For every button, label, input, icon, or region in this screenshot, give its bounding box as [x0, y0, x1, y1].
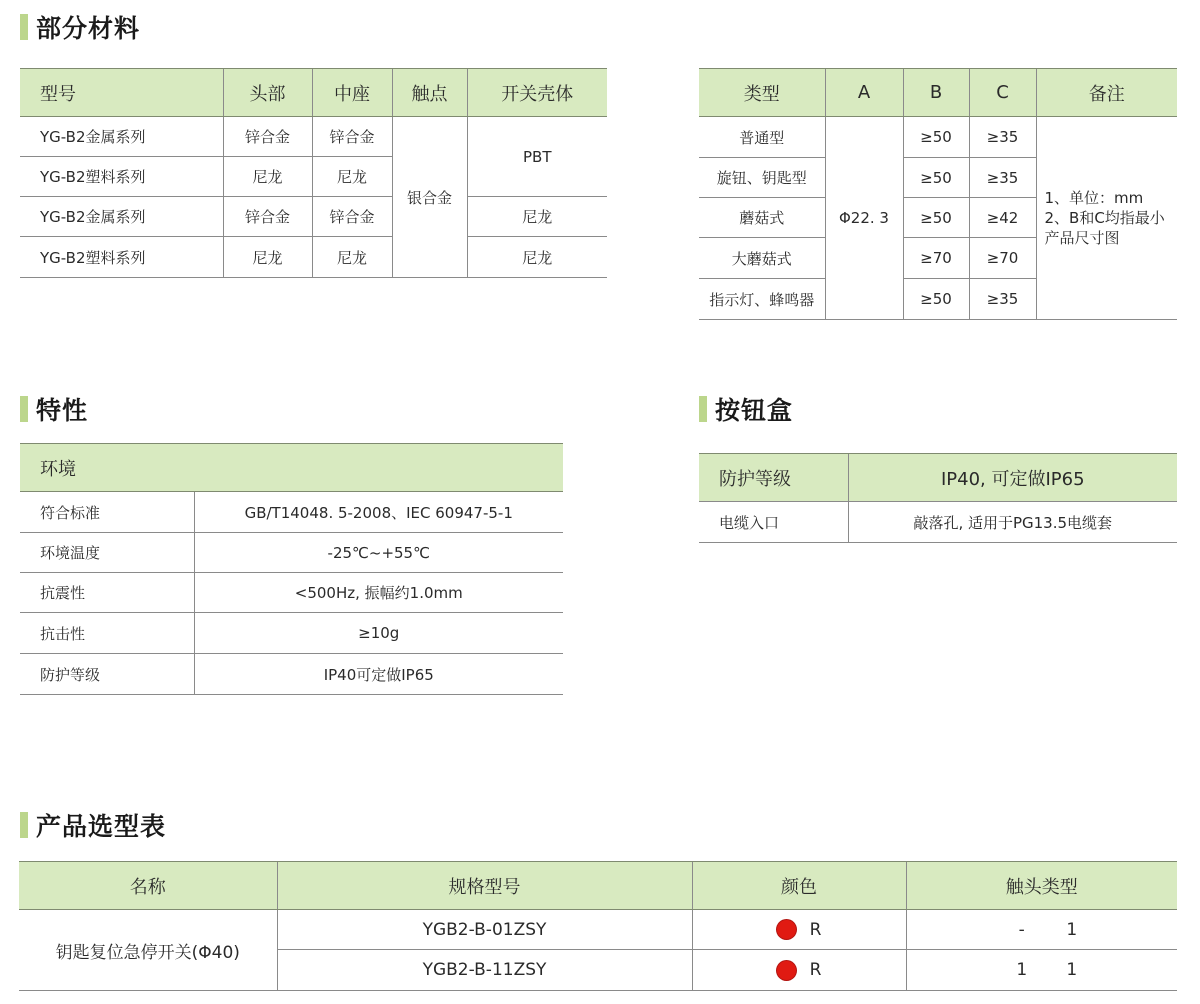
header-cell: 触点 [392, 69, 467, 117]
feature-label: 抗击性 [20, 613, 194, 654]
contact-value: 1 [1066, 960, 1078, 980]
model-cell: YG-B2塑料系列 [20, 157, 223, 197]
table-row [20, 573, 563, 613]
type-cell: 普通型 [699, 117, 825, 158]
contact-cell: 银合金 [392, 117, 467, 278]
header-cell: 颜色 [692, 862, 906, 910]
box-value: 敲落孔, 适用于PG13.5电缆套 [848, 502, 1177, 543]
header-cell: 头部 [223, 69, 312, 117]
shell-cell: 尼龙 [467, 237, 607, 278]
section-marker [20, 14, 28, 40]
head-cell: 尼龙 [223, 237, 312, 278]
b-cell: ≥50 [903, 198, 969, 238]
base-cell: 尼龙 [312, 237, 392, 278]
box-label: 电缆入口 [699, 502, 848, 543]
shell-cell: 尼龙 [467, 197, 607, 237]
note-cell [1036, 117, 1177, 320]
type-cell: 指示灯、蜂鸣器 [699, 279, 825, 320]
b-cell: ≥50 [903, 158, 969, 198]
header-cell: 环境 [20, 444, 563, 492]
model-cell: YGB2-B-11ZSY [277, 950, 692, 991]
section-title-text: 特性 [36, 396, 89, 425]
header-cell: 备注 [1036, 69, 1177, 117]
note-line: 2、B和C均指最小 [1044, 209, 1165, 227]
header-cell: 型号 [20, 69, 223, 117]
section-title-text: 产品选型表 [36, 812, 167, 841]
table-row [699, 117, 1177, 158]
color-code: R [809, 919, 822, 940]
header-cell: 规格型号 [277, 862, 692, 910]
header-cell: 触头类型 [906, 862, 1177, 910]
table-row [20, 533, 563, 573]
table-row [20, 117, 607, 157]
type-cell: 大蘑菇式 [699, 238, 825, 279]
feature-label: 防护等级 [20, 654, 194, 695]
feature-value: IP40可定做IP65 [194, 654, 563, 695]
b-cell: ≥50 [903, 117, 969, 158]
table-row [20, 237, 607, 278]
section-marker [699, 396, 707, 422]
table-header-row [699, 454, 1177, 502]
section-title-materials [20, 10, 140, 44]
head-cell: 尼龙 [223, 157, 312, 197]
table-row [20, 654, 563, 695]
contact-value: 1 [1066, 919, 1078, 940]
section-title-features [20, 392, 88, 426]
table-row [19, 910, 1177, 950]
section-title-selection [20, 808, 166, 842]
feature-value: -25℃~+55℃ [194, 533, 563, 573]
contact-value: 1 [1016, 960, 1028, 980]
selection-table [19, 861, 1177, 991]
table-row [20, 492, 563, 533]
head-cell: 锌合金 [223, 117, 312, 157]
red-dot-icon [777, 920, 796, 939]
base-cell: 锌合金 [312, 197, 392, 237]
table-row [699, 502, 1177, 543]
type-cell: 旋钮、钥匙型 [699, 158, 825, 198]
materials-table [20, 68, 607, 278]
color-code: R [809, 960, 822, 980]
features-table [20, 443, 563, 695]
header-cell: C [969, 69, 1036, 117]
c-cell: ≥35 [969, 279, 1036, 320]
header-cell: B [903, 69, 969, 117]
table-row [20, 197, 607, 237]
contact-value: - [1018, 919, 1025, 940]
color-cell [692, 950, 906, 991]
model-cell: YG-B2塑料系列 [20, 237, 223, 278]
c-cell: ≥35 [969, 158, 1036, 198]
c-cell: ≥42 [969, 198, 1036, 238]
contact-type-cell [906, 950, 1177, 991]
note-line: 产品尺寸图 [1044, 229, 1120, 247]
contact-type-cell [906, 910, 1177, 950]
header-cell: A [825, 69, 903, 117]
box-value: IP40, 可定做IP65 [848, 454, 1177, 502]
feature-label: 抗震性 [20, 573, 194, 613]
product-name-cell: 钥匙复位急停开关(Φ40) [19, 910, 277, 991]
header-cell: 名称 [19, 862, 277, 910]
table-header-row [20, 69, 607, 117]
c-cell: ≥70 [969, 238, 1036, 279]
type-cell: 蘑菇式 [699, 198, 825, 238]
base-cell: 尼龙 [312, 157, 392, 197]
model-cell: YG-B2金属系列 [20, 197, 223, 237]
section-marker [20, 812, 28, 838]
red-dot-icon [777, 961, 796, 980]
head-cell: 锌合金 [223, 197, 312, 237]
table-row [20, 613, 563, 654]
b-cell: ≥70 [903, 238, 969, 279]
table-header-row [699, 69, 1177, 117]
c-cell: ≥35 [969, 117, 1036, 158]
model-cell: YG-B2金属系列 [20, 117, 223, 157]
section-title-text: 部分材料 [36, 14, 141, 43]
table-header-row [19, 862, 1177, 910]
color-cell [692, 910, 906, 950]
dimensions-table [699, 68, 1177, 320]
note-line: 1、单位：mm [1044, 189, 1144, 207]
feature-value: ≥10g [194, 613, 563, 654]
feature-label: 符合标准 [20, 492, 194, 533]
table-header-row [20, 444, 563, 492]
header-cell: 开关壳体 [467, 69, 607, 117]
section-title-box [699, 392, 793, 426]
model-cell: YGB2-B-01ZSY [277, 910, 692, 950]
base-cell: 锌合金 [312, 117, 392, 157]
feature-value: <500Hz, 振幅约1.0mm [194, 573, 563, 613]
section-marker [20, 396, 28, 422]
a-value-cell: Φ22. 3 [825, 117, 903, 320]
box-label: 防护等级 [699, 454, 848, 502]
shell-cell: PBT [467, 117, 607, 197]
box-table [699, 453, 1177, 543]
header-cell: 类型 [699, 69, 825, 117]
b-cell: ≥50 [903, 279, 969, 320]
feature-label: 环境温度 [20, 533, 194, 573]
feature-value: GB/T14048. 5-2008、IEC 60947-5-1 [194, 492, 563, 533]
header-cell: 中座 [312, 69, 392, 117]
section-title-text: 按钮盒 [715, 396, 794, 425]
